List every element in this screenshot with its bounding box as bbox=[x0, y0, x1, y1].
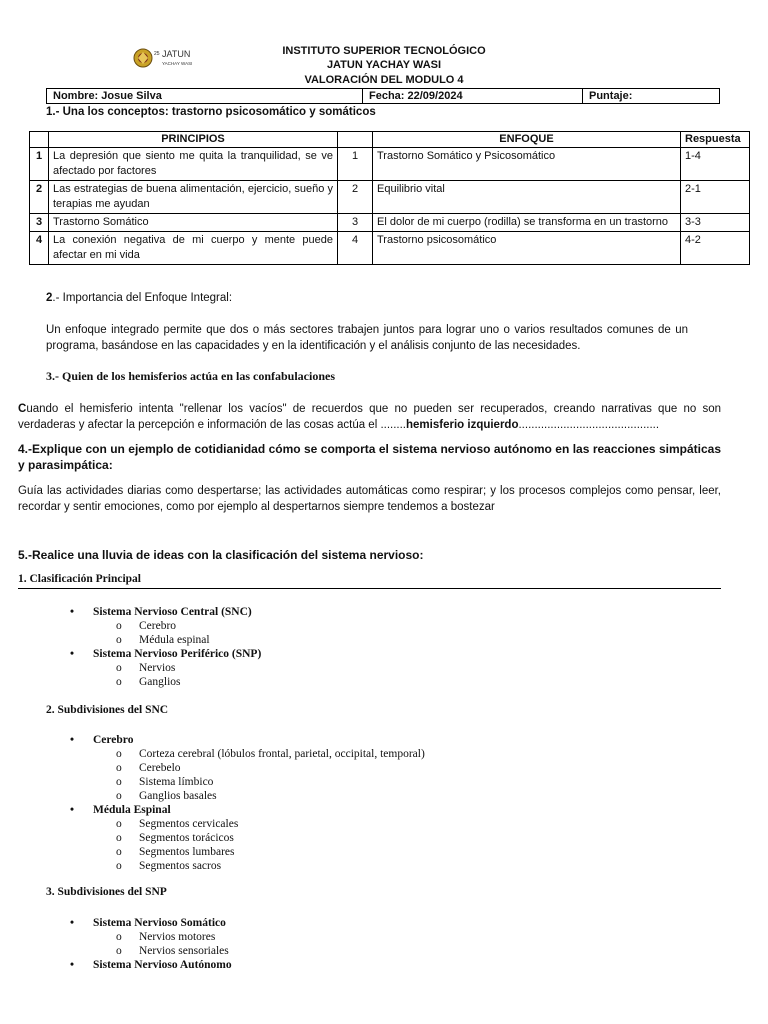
sub-list-item bbox=[70, 675, 261, 689]
sub-bullet-icon: o bbox=[116, 634, 122, 646]
student-info-row bbox=[46, 88, 720, 104]
answer-first-letter: C bbox=[18, 403, 27, 415]
section-3-list bbox=[70, 916, 232, 972]
logo-emblem-icon bbox=[132, 44, 194, 72]
question-1-title: 1.- Una los conceptos: trastorno psicosomático y somáticos bbox=[46, 106, 376, 118]
question-4-answer: Guía las actividades diarias como despertarse; las actividades automáticas como respirar; y los procesos complejos como pensar, leer, recordar y sentir emociones, como por ejemplo al despertarnos siempre tendemos a bostezar bbox=[18, 485, 721, 513]
table-row bbox=[30, 148, 750, 181]
sub-list-item bbox=[70, 661, 261, 675]
sub-item-label: Médula espinal bbox=[139, 634, 210, 646]
question-2-text: .- Importancia del Enfoque Integral: bbox=[52, 292, 233, 304]
section-1-list bbox=[70, 605, 261, 689]
respuesta-cell: 2-1 bbox=[681, 181, 750, 214]
answer-highlight: hemisferio izquierdo bbox=[406, 419, 519, 431]
answer-text: uando el hemisferio intenta "rellenar los vacíos" de recuerdos que no pueden ser recuperados, creando narrativas que no son verdaderas y afectar la percepción e información de las cosas actúa el ........ bbox=[18, 403, 721, 431]
score-field: Puntaje: bbox=[589, 90, 633, 102]
table-header-principios: PRINCIPIOS bbox=[49, 132, 338, 148]
row-number: 2 bbox=[30, 181, 49, 214]
sub-item-label: Segmentos cervicales bbox=[139, 818, 239, 830]
list-item bbox=[70, 605, 261, 619]
sub-item-label: Cerebelo bbox=[139, 762, 181, 774]
list-item-label: Sistema Nervioso Periférico (SNP) bbox=[93, 648, 262, 660]
section-2-list bbox=[70, 733, 425, 873]
sub-item-label: Segmentos lumbares bbox=[139, 846, 235, 858]
enfoque-cell: Trastorno Somático y Psicosomático bbox=[373, 148, 681, 181]
institution-logo bbox=[132, 44, 194, 72]
list-item-label: Sistema Nervioso Somático bbox=[93, 917, 226, 929]
sub-item-label: Nervios sensoriales bbox=[139, 945, 229, 957]
sub-bullet-icon: o bbox=[116, 662, 122, 674]
list-item bbox=[70, 647, 261, 661]
list-item bbox=[70, 733, 425, 747]
sub-list-item bbox=[70, 633, 261, 647]
question-2-answer: Un enfoque integrado permite que dos o más sectores trabajen juntos para lograr uno o varios resultados comunes de un programa, basándose en las capacidades y en la identificación y el análisis conjunto de las necesidades. bbox=[46, 324, 688, 352]
sub-list-item bbox=[70, 775, 425, 789]
sub-item-label: Nervios motores bbox=[139, 931, 216, 943]
sub-bullet-icon: o bbox=[116, 620, 122, 632]
sub-list-item bbox=[70, 944, 232, 958]
sub-item-label: Segmentos sacros bbox=[139, 860, 222, 872]
sub-list-item bbox=[70, 747, 425, 761]
sub-bullet-icon: o bbox=[116, 832, 122, 844]
sub-bullet-icon: o bbox=[116, 860, 122, 872]
respuesta-cell: 4-2 bbox=[681, 232, 750, 265]
sub-bullet-icon: o bbox=[116, 846, 122, 858]
sub-item-label: Cerebro bbox=[139, 620, 177, 632]
sub-bullet-icon: o bbox=[116, 762, 122, 774]
sub-list-item bbox=[70, 817, 425, 831]
sub-bullet-icon: o bbox=[116, 931, 122, 943]
table-row bbox=[30, 214, 750, 232]
table-row bbox=[30, 232, 750, 265]
table-header-row bbox=[30, 132, 750, 148]
question-2-number: 2 bbox=[46, 292, 53, 304]
sub-list-item bbox=[70, 859, 425, 873]
table-row bbox=[30, 181, 750, 214]
sub-item-label: Nervios bbox=[139, 662, 176, 674]
row-number: 4 bbox=[30, 232, 49, 265]
sub-bullet-icon: o bbox=[116, 818, 122, 830]
table-header-index-2 bbox=[338, 132, 373, 148]
svg-text:25: 25 bbox=[154, 51, 160, 57]
exam-date: Fecha: 22/09/2024 bbox=[363, 89, 583, 103]
logo-text-top: JATUN bbox=[162, 49, 191, 59]
sub-item-label: Ganglios bbox=[139, 676, 181, 688]
question-3-answer bbox=[18, 401, 721, 433]
principio-cell: La depresión que siento me quita la tranquilidad, se ve afectado por factores bbox=[49, 148, 338, 181]
section-3-heading: 3. Subdivisiones del SNP bbox=[46, 886, 167, 898]
sub-bullet-icon: o bbox=[116, 790, 122, 802]
sub-bullet-icon: o bbox=[116, 776, 122, 788]
sub-bullet-icon: o bbox=[116, 748, 122, 760]
table-header-enfoque: ENFOQUE bbox=[373, 132, 681, 148]
principio-cell: La conexión negativa de mi cuerpo y mente puede afectar en mi vida bbox=[49, 232, 338, 265]
sub-list-item bbox=[70, 789, 425, 803]
table-header-index bbox=[30, 132, 49, 148]
sub-bullet-icon: o bbox=[116, 945, 122, 957]
list-item-label: Cerebro bbox=[93, 734, 134, 746]
principio-cell: Trastorno Somático bbox=[49, 214, 338, 232]
list-item-label: Médula Espinal bbox=[93, 804, 171, 816]
sub-list-item bbox=[70, 619, 261, 633]
enfoque-cell: El dolor de mi cuerpo (rodilla) se transforma en un trastorno bbox=[373, 214, 681, 232]
list-item bbox=[70, 916, 232, 930]
list-item bbox=[70, 803, 425, 817]
section-2-heading: 2. Subdivisiones del SNC bbox=[46, 704, 169, 716]
row-number: 3 bbox=[30, 214, 49, 232]
institution-name: INSTITUTO SUPERIOR TECNOLÓGICO bbox=[282, 45, 486, 57]
sub-item-label: Corteza cerebral (lóbulos frontal, parietal, occipital, temporal) bbox=[139, 748, 425, 760]
enfoque-cell: Equilibrio vital bbox=[373, 181, 681, 214]
document-title: VALORACIÓN DEL MODULO 4 bbox=[304, 74, 464, 86]
question-2-title bbox=[46, 291, 232, 306]
section-1-heading: 1. Clasificación Principal bbox=[18, 573, 141, 585]
enfoque-cell: Trastorno psicosomático bbox=[373, 232, 681, 265]
table-header-respuesta: Respuesta bbox=[681, 132, 750, 148]
enfoque-number: 4 bbox=[338, 232, 373, 265]
question-4-title: 4.-Explique con un ejemplo de cotidianidad cómo se comporta el sistema nervioso autónomo en las reacciones simpáticas y parasimpática: bbox=[18, 442, 721, 472]
list-item-label: Sistema Nervioso Autónomo bbox=[93, 959, 232, 971]
school-name: JATUN YACHAY WASI bbox=[326, 59, 442, 71]
answer-tail: ............................................ bbox=[518, 419, 660, 431]
respuesta-cell: 3-3 bbox=[681, 214, 750, 232]
list-item bbox=[70, 958, 232, 972]
sub-item-label: Sistema límbico bbox=[139, 776, 214, 788]
list-item-label: Sistema Nervioso Central (SNC) bbox=[93, 606, 252, 618]
sub-list-item bbox=[70, 761, 425, 775]
logo-text-bottom: YACHAY WASI bbox=[162, 61, 193, 66]
section-divider bbox=[18, 588, 721, 589]
sub-list-item bbox=[70, 831, 425, 845]
sub-item-label: Ganglios basales bbox=[139, 790, 217, 802]
question-3-title: 3.- Quien de los hemisferios actúa en las confabulaciones bbox=[46, 369, 336, 383]
sub-list-item bbox=[70, 930, 232, 944]
enfoque-number: 1 bbox=[338, 148, 373, 181]
question-5-title: 5.-Realice una lluvia de ideas con la clasificación del sistema nervioso: bbox=[18, 548, 424, 562]
respuesta-cell: 1-4 bbox=[681, 148, 750, 181]
principio-cell: Las estrategias de buena alimentación, ejercicio, sueño y terapias me ayudan bbox=[49, 181, 338, 214]
sub-item-label: Segmentos torácicos bbox=[139, 832, 234, 844]
sub-list-item bbox=[70, 845, 425, 859]
row-number: 1 bbox=[30, 148, 49, 181]
sub-bullet-icon: o bbox=[116, 676, 122, 688]
concepts-table bbox=[29, 131, 750, 265]
enfoque-number: 2 bbox=[338, 181, 373, 214]
student-name: Nombre: Josue Silva bbox=[47, 89, 363, 103]
enfoque-number: 3 bbox=[338, 214, 373, 232]
